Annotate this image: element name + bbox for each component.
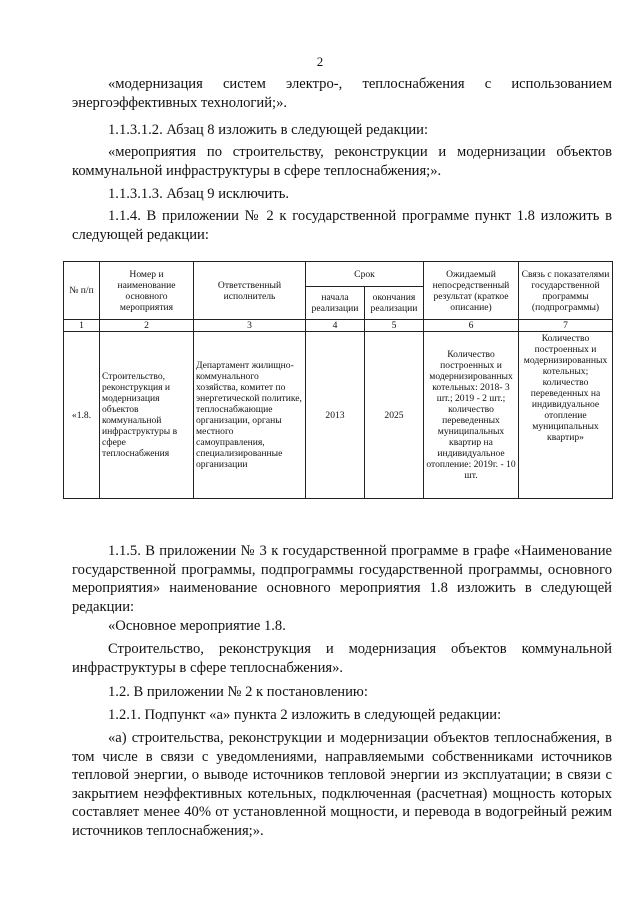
program-table xyxy=(63,261,613,499)
column-number: 1 xyxy=(64,320,100,332)
column-number: 4 xyxy=(306,320,365,332)
paragraph: 1.1.3.1.2. Абзац 8 изложить в следующей редакции: xyxy=(108,122,429,138)
column-number: 5 xyxy=(365,320,424,332)
header-event-name: Номер и наименование основного мероприятия xyxy=(100,262,194,320)
paragraph: 1.1.3.1.3. Абзац 9 исключить. xyxy=(108,186,290,202)
paragraph: Строительство, реконструкция и модернизация объектов коммунальной инфраструктуры в сфере теплоснабжения». xyxy=(72,641,612,676)
header-term: Срок xyxy=(306,262,424,287)
row-result: Количество построенных и модернизированных котельных: 2018- 3 шт.; 2019 - 2 шт.; количество переведенных муниципальных квартир на индивидуальное отопление: 2019г. - 10 шт. xyxy=(424,332,519,499)
header-link: Связь с показателями государственной программы (подпрограммы) xyxy=(519,262,613,320)
paragraph: 1.1.4. В приложении № 2 к государственной программе пункт 1.8 изложить в следующей редакции: xyxy=(72,208,612,243)
paragraph: 1.2. В приложении № 2 к постановлению: xyxy=(108,684,368,700)
row-start-year: 2013 xyxy=(306,332,365,499)
paragraph: «мероприятия по строительству, реконструкции и модернизации объектов коммунальной инфраструктуры в сфере теплоснабжения;». xyxy=(72,144,612,179)
header-term-end: окончания реализации xyxy=(365,287,424,320)
header-executor: Ответственный исполнитель xyxy=(194,262,306,320)
paragraph: «модернизация систем электро-, теплоснабжения с использованием энергоэффективных технологий;». xyxy=(72,76,612,111)
paragraph: «а) строительства, реконструкции и модернизации объектов теплоснабжения, в том числе в связи с уведомлениями, направляемыми собственниками источников тепловой энергии, о выводе источников тепловой энергии из эксплуатации; в связи с закрытием неэффективных котельных, подключенная (расчетная) мощность которых составляет менее 40% от установленной мощности, и перевода в водогрейный режим источников теплоснабжения;». xyxy=(72,730,612,839)
column-number: 7 xyxy=(519,320,613,332)
column-number: 6 xyxy=(424,320,519,332)
column-number: 2 xyxy=(100,320,194,332)
row-executor: Департамент жилищно-коммунального хозяйства, комитет по энергетической политике, теплоснабжающие организации, органы местного самоуправления, специализированные организации xyxy=(194,332,306,499)
paragraph: 1.2.1. Подпункт «а» пункта 2 изложить в следующей редакции: xyxy=(108,707,502,723)
paragraph: «Основное мероприятие 1.8. xyxy=(108,618,286,634)
column-number: 3 xyxy=(194,320,306,332)
header-result: Ожидаемый непосредственный результат (краткое описание) xyxy=(424,262,519,320)
header-num: № п/п xyxy=(64,262,100,320)
page-number: 2 xyxy=(316,54,324,69)
row-event-name: Строительство, реконструкция и модернизация объектов коммунальной инфраструктуры в сфере теплоснабжения xyxy=(100,332,194,499)
row-link: Количество построенных и модернизированных котельных; количество переведенных на индивидуальное отопление муниципальных квартир» xyxy=(519,332,613,499)
row-number: «1.8. xyxy=(64,332,100,499)
paragraph: 1.1.5. В приложении № 3 к государственной программе в графе «Наименование государственной программы, подпрограммы государственной программы, основного мероприятия» наименование основного мероприятия 1.8 изложить в следующей редакции: xyxy=(72,543,612,615)
row-end-year: 2025 xyxy=(365,332,424,499)
header-term-start: начала реализации xyxy=(306,287,365,320)
